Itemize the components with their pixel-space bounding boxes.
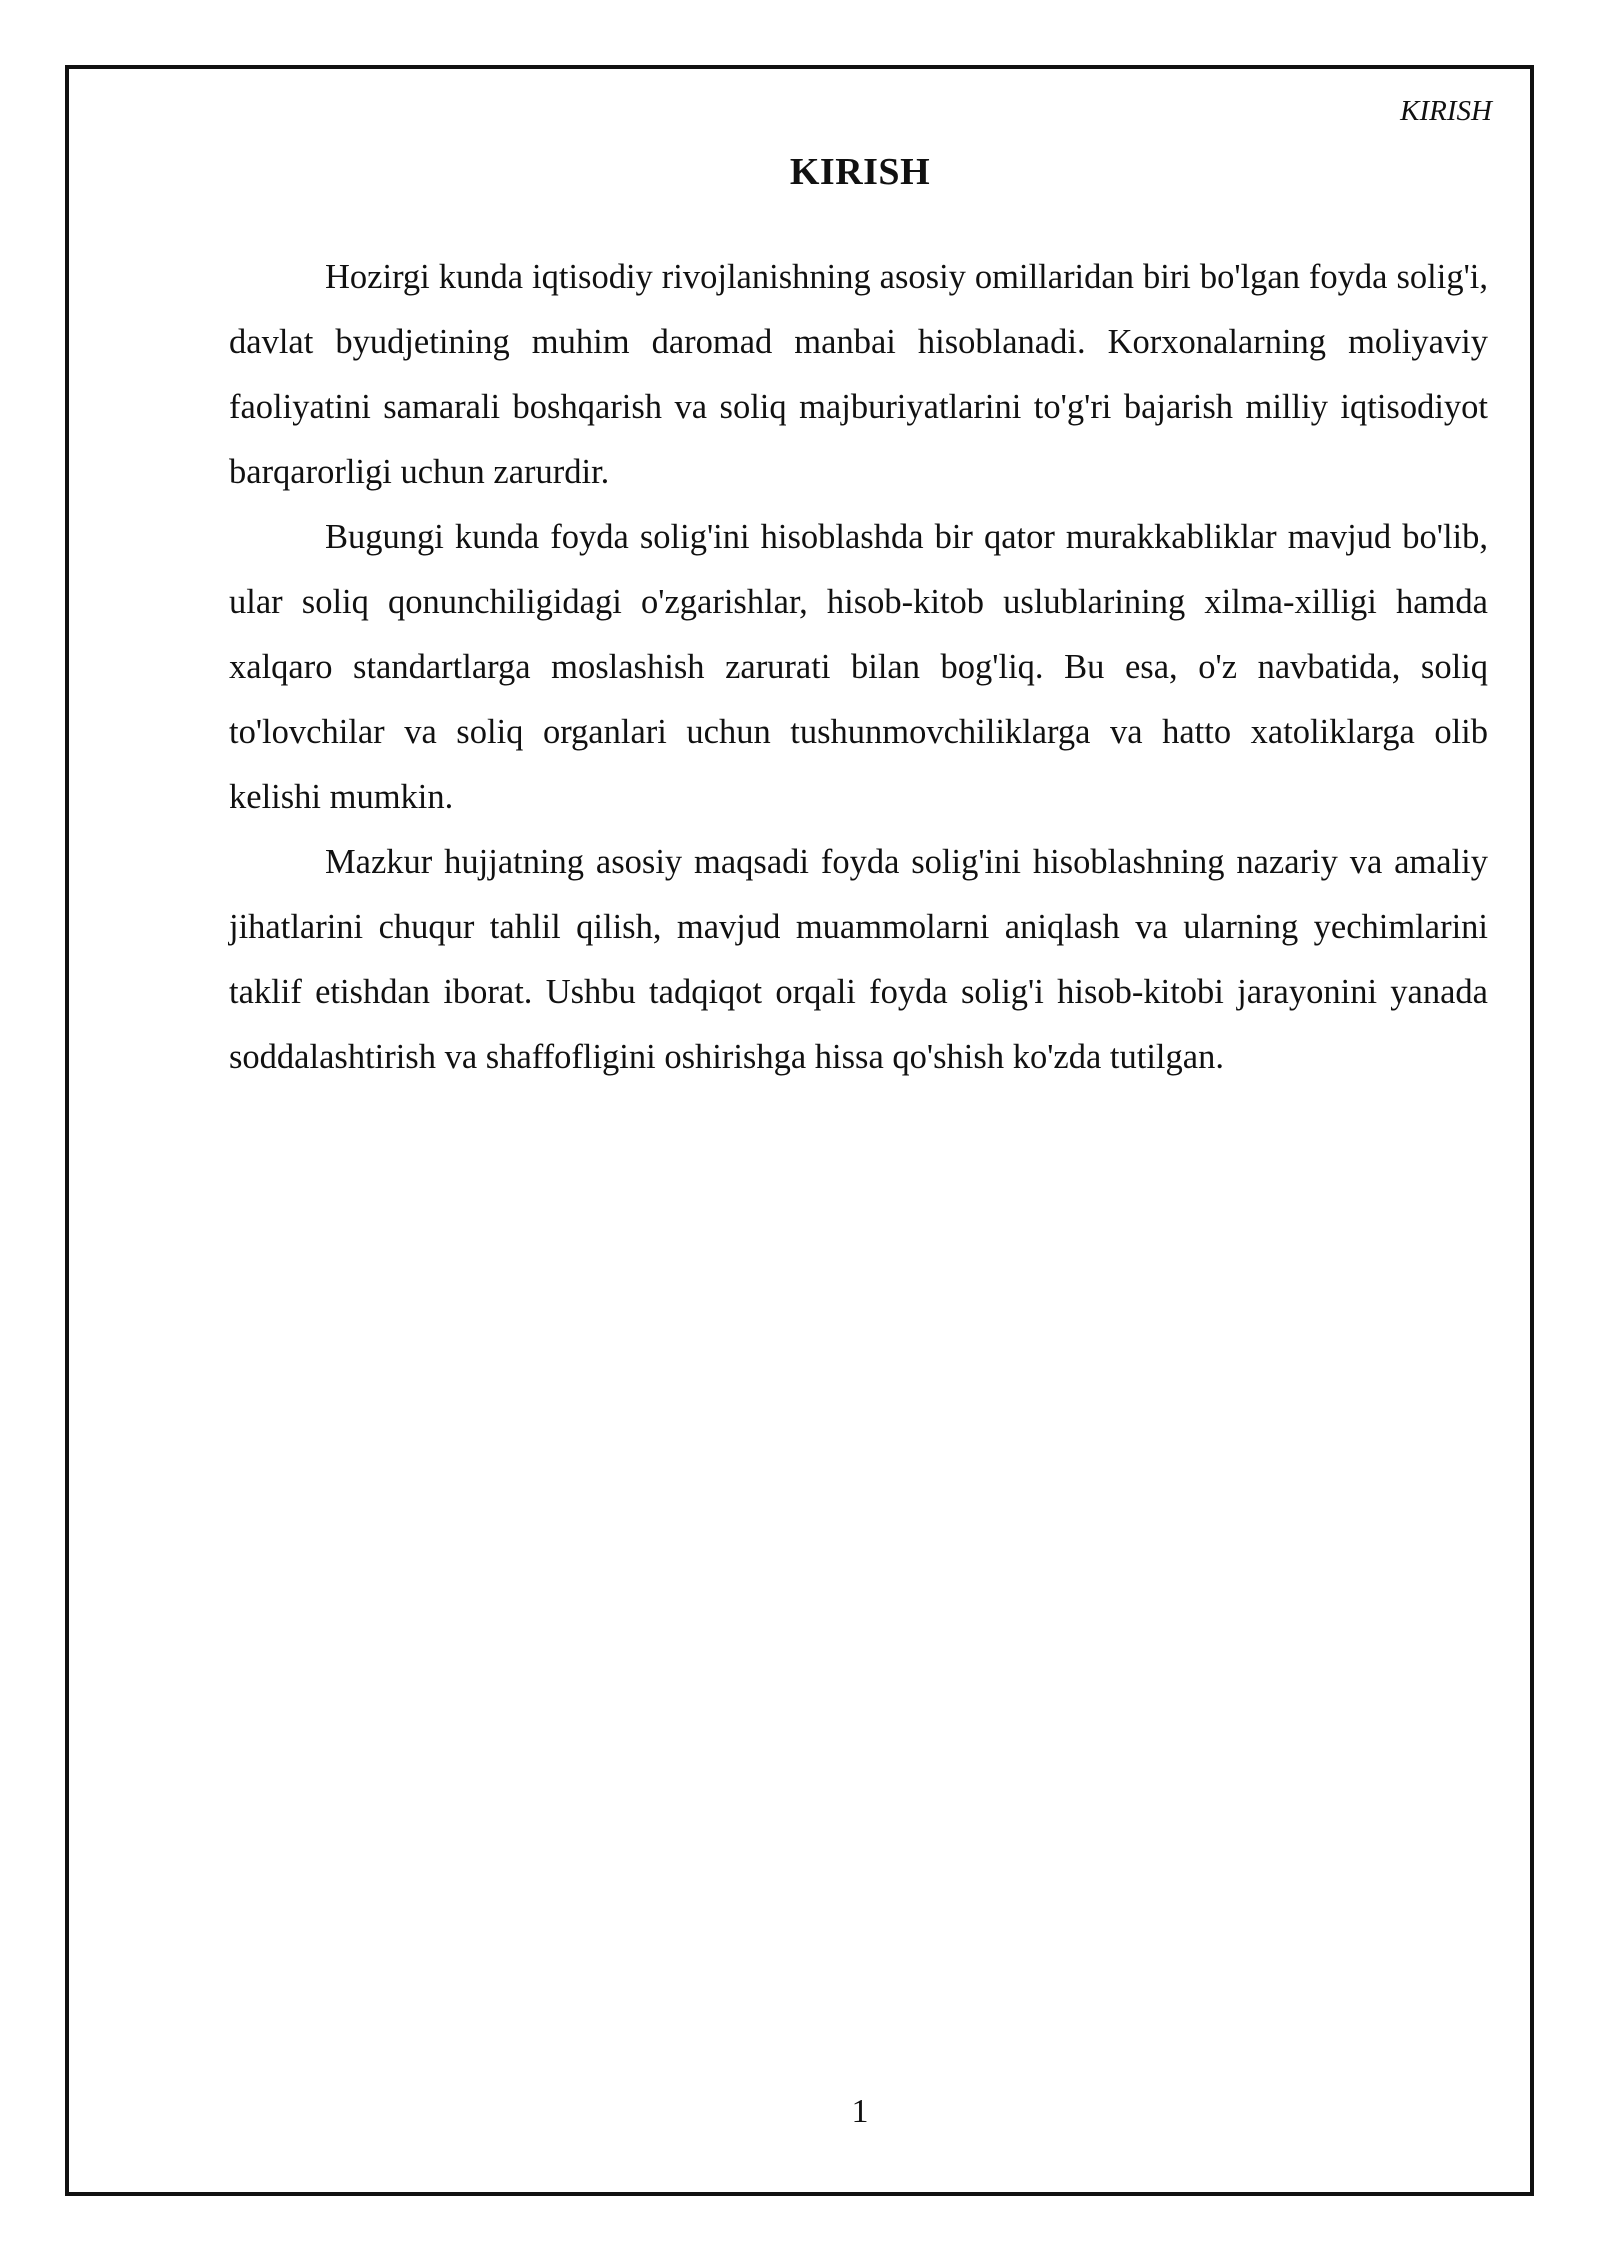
- paragraph-2: Bugungi kunda foyda solig'ini hisoblashda bir qator murakkabliklar mavjud bo'lib, ular soliq qonunchiligidagi o'zgarishlar, hisob-kitob uslublarining xilma-xilligi hamda xalqaro standartlarga moslashish zarurati bilan bog'liq. Bu esa, o'z navbatida, soliq to'lovchilar va soliq organlari uchun tushunmovchiliklarga va hatto xatoliklarga olib kelishi mumkin.: [229, 518, 1488, 816]
- page-number: 1: [851, 2093, 869, 2130]
- paragraph-1: Hozirgi kunda iqtisodiy rivojlanishning asosiy omillaridan biri bo'lgan foyda solig'i, davlat byudjetining muhim daromad manbai hisoblanadi. Korxonalarning moliyaviy faoliyatini samarali boshqarish va soliq majburiyatlarini to'g'ri bajarish milliy iqtisodiyot barqarorligi uchun zarurdir.: [229, 258, 1488, 491]
- page-title: KIRISH: [789, 151, 931, 193]
- paragraph-3: Mazkur hujjatning asosiy maqsadi foyda solig'ini hisoblashning nazariy va amaliy jihatlarini chuqur tahlil qilish, mavjud muammolarni aniqlash va ularning yechimlarini taklif etishdan iborat. Ushbu tadqiqot orqali foyda solig'i hisob-kitobi jarayonini yanada soddalashtirish va shaffofligini oshirishga hissa qo'shish ko'zda tutilgan.: [229, 843, 1488, 1076]
- body-text: [229, 245, 1488, 1090]
- running-header: KIRISH: [1400, 95, 1492, 127]
